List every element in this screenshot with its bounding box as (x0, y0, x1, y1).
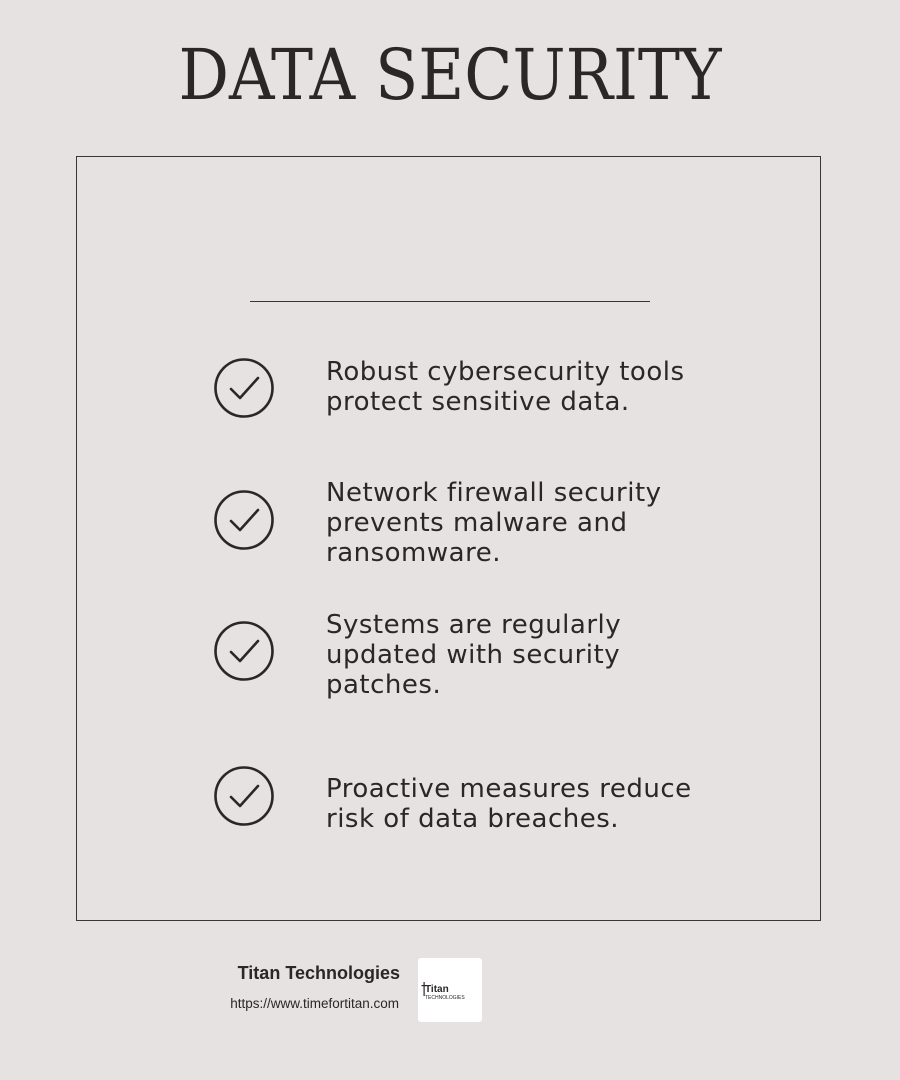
list-item-text: Systems are regularly updated with security patches. (326, 610, 622, 700)
content-card (76, 156, 821, 921)
list-item-text: Proactive measures reduce risk of data breaches. (326, 774, 692, 834)
list-item-text: Robust cybersecurity tools protect sensitive data. (326, 357, 685, 417)
company-logo (418, 958, 482, 1022)
logo-subtext: TECHNOLOGIES (425, 995, 465, 1001)
titan-logo-icon (418, 958, 482, 1022)
check-circle-icon (213, 620, 275, 682)
page-title: DATA SECURITY (178, 34, 722, 116)
check-circle-icon (213, 357, 275, 419)
list-item-text: Network firewall security prevents malware and ransomware. (326, 478, 662, 568)
logo-text: Titan (425, 984, 449, 995)
company-name: Titan Technologies (237, 963, 400, 983)
divider-line (250, 301, 650, 302)
check-circle-icon (213, 765, 275, 827)
company-url[interactable]: https://www.timefortitan.com (230, 996, 399, 1011)
check-circle-icon (213, 489, 275, 551)
